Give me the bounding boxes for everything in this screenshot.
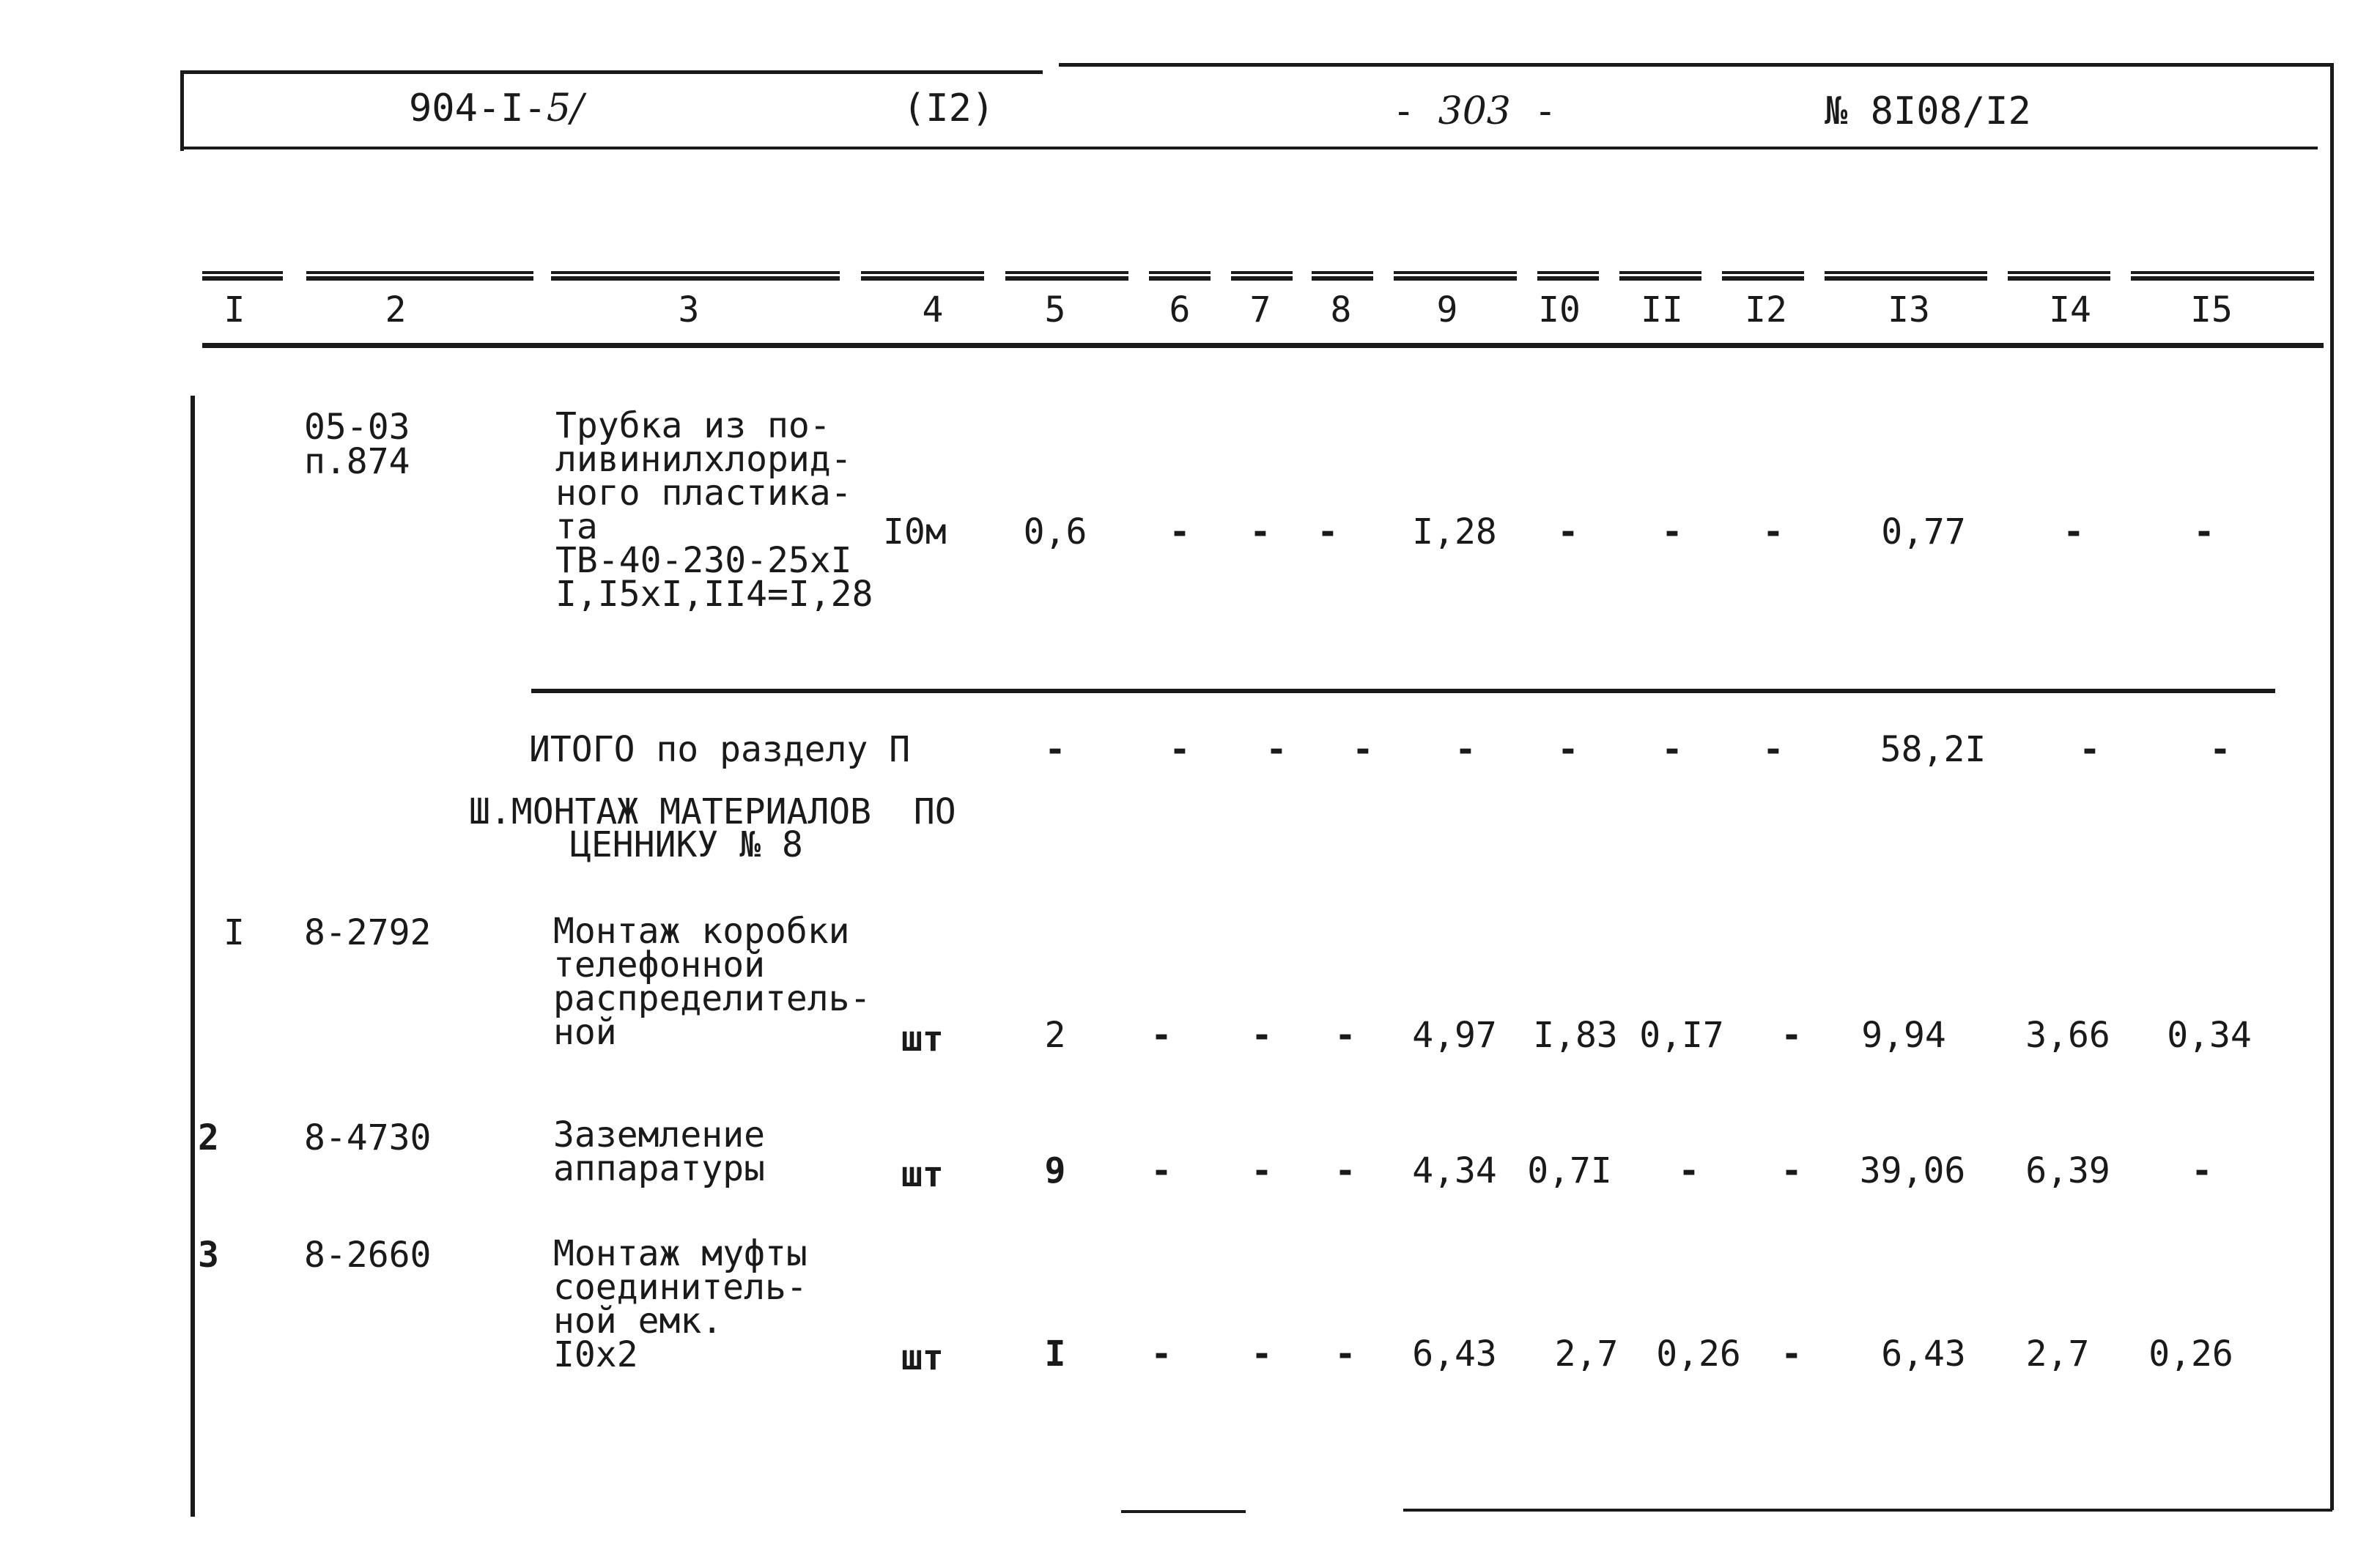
row3-c13: 6,43 bbox=[1881, 1334, 1966, 1375]
frame-top-line-left bbox=[182, 70, 1043, 74]
col-header-6: 6 bbox=[1169, 289, 1191, 330]
col-header-7: 7 bbox=[1249, 289, 1271, 330]
col-rule-7 bbox=[1231, 271, 1293, 276]
col-header-8: 8 bbox=[1330, 289, 1352, 330]
row1-c15: 0,34 bbox=[2167, 1015, 2252, 1056]
col-rule-13 bbox=[1825, 271, 1987, 276]
column-header-bottom-line bbox=[202, 343, 2324, 348]
row1-c8: - bbox=[1334, 1015, 1356, 1056]
row1-c5: 2 bbox=[1044, 1015, 1066, 1056]
row2-c10: 0,7I bbox=[1527, 1150, 1612, 1191]
col-rule-4 bbox=[861, 271, 984, 276]
subtotal-c11: - bbox=[1661, 729, 1683, 770]
col-rule-1 bbox=[202, 271, 283, 276]
row2-num: 2 bbox=[198, 1117, 219, 1158]
subtotal-c8: - bbox=[1352, 729, 1374, 770]
row2-c11: - bbox=[1678, 1150, 1700, 1191]
col-header-12: I2 bbox=[1745, 289, 1787, 330]
col-header-15: I5 bbox=[2190, 289, 2233, 330]
col-header-10: I0 bbox=[1538, 289, 1581, 330]
col-rule-10 bbox=[1537, 271, 1599, 276]
subtotal-c13: 58,2I bbox=[1880, 729, 1987, 770]
row2-c6: - bbox=[1150, 1150, 1172, 1191]
row3-code: 8-2660 bbox=[304, 1235, 432, 1276]
col-rule-11 bbox=[1619, 271, 1701, 276]
tube-c12: - bbox=[1762, 511, 1784, 552]
row1-unit: шт bbox=[901, 1018, 944, 1059]
row2-c13: 39,06 bbox=[1859, 1150, 1966, 1191]
col-header-14: I4 bbox=[2049, 289, 2091, 330]
row2-c8: - bbox=[1334, 1150, 1356, 1191]
frame-right-line bbox=[2330, 63, 2334, 1510]
row3-c10: 2,7 bbox=[1554, 1334, 1619, 1375]
row2-c15: - bbox=[2191, 1150, 2213, 1191]
col-header-1: I bbox=[223, 289, 245, 330]
header-page-dash-left: - bbox=[1392, 89, 1416, 133]
col-header-11: II bbox=[1641, 289, 1683, 330]
row1-c11: 0,I7 bbox=[1639, 1015, 1724, 1056]
tube-c7: - bbox=[1249, 511, 1271, 552]
section3-heading-line2: ЦЕННИКУ № 8 bbox=[570, 824, 803, 865]
row2-code: 8-4730 bbox=[304, 1117, 432, 1158]
frame-bottom-line-a bbox=[1121, 1510, 1246, 1513]
row1-c10: I,83 bbox=[1533, 1015, 1618, 1056]
tube-unit: I0м bbox=[883, 511, 947, 552]
row3-c5: I bbox=[1044, 1334, 1066, 1375]
col-rule-3 bbox=[551, 271, 840, 276]
tube-c13: 0,77 bbox=[1881, 511, 1966, 552]
col-rule-5 bbox=[1005, 271, 1128, 276]
col-rule-6 bbox=[1149, 271, 1211, 276]
header-page-number bbox=[1392, 89, 1557, 133]
header-doc-number: № 8I08/I2 bbox=[1825, 89, 2031, 133]
row3-num: 3 bbox=[198, 1235, 219, 1276]
tube-c14: - bbox=[2063, 511, 2085, 552]
tube-c5: 0,6 bbox=[1023, 511, 1087, 552]
row3-unit: шт bbox=[901, 1337, 944, 1378]
row2-c9: 4,34 bbox=[1412, 1150, 1497, 1191]
header-bottom-line bbox=[182, 147, 2318, 149]
row2-c7: - bbox=[1251, 1150, 1273, 1191]
frame-left-line bbox=[180, 70, 184, 151]
row3-c7: - bbox=[1251, 1334, 1273, 1375]
frame-top-line-right bbox=[1059, 63, 2334, 67]
row1-c6: - bbox=[1150, 1015, 1172, 1056]
subtotal-label: ИТОГО по разделу П bbox=[529, 729, 911, 770]
row1-c14: 3,66 bbox=[2025, 1015, 2110, 1056]
header-part: (I2) bbox=[903, 86, 995, 130]
subtotal-c9: - bbox=[1455, 729, 1477, 770]
row1-num: I bbox=[223, 912, 245, 953]
subtotal-rule bbox=[531, 689, 2275, 693]
subtotal-c12: - bbox=[1762, 729, 1784, 770]
tube-code-line2: п.874 bbox=[304, 441, 410, 482]
tube-c11: - bbox=[1661, 511, 1683, 552]
col-rule-12 bbox=[1722, 271, 1804, 276]
header-code-prefix: 904-I- bbox=[409, 86, 547, 130]
subtotal-c15: - bbox=[2209, 729, 2231, 770]
row1-description: Монтаж коробки телефонной распределитель- ной bbox=[553, 911, 871, 1053]
subtotal-c5: - bbox=[1044, 729, 1066, 770]
row1-c7: - bbox=[1251, 1015, 1273, 1056]
frame-bottom-line-b bbox=[1403, 1509, 2332, 1512]
subtotal-c14: - bbox=[2079, 729, 2101, 770]
col-header-3: 3 bbox=[678, 289, 700, 330]
row3-c6: - bbox=[1150, 1334, 1172, 1375]
header-code bbox=[409, 86, 583, 130]
tube-code-line1: 05-03 bbox=[304, 407, 410, 448]
frame-left-line-lower bbox=[191, 396, 195, 1517]
tube-c9: I,28 bbox=[1412, 511, 1497, 552]
col-header-4: 4 bbox=[922, 289, 944, 330]
col-rule-2 bbox=[306, 271, 533, 276]
col-header-5: 5 bbox=[1044, 289, 1066, 330]
col-header-13: I3 bbox=[1888, 289, 1930, 330]
row2-description: Заземление аппаратуры bbox=[553, 1114, 765, 1189]
col-rule-14 bbox=[2008, 271, 2110, 276]
col-rule-15 bbox=[2131, 271, 2314, 276]
row1-code: 8-2792 bbox=[304, 912, 432, 953]
tube-c15: - bbox=[2193, 511, 2215, 552]
tube-c6: - bbox=[1169, 511, 1191, 552]
col-header-2: 2 bbox=[385, 289, 407, 330]
subtotal-c7: - bbox=[1265, 729, 1287, 770]
row3-c12: - bbox=[1781, 1334, 1803, 1375]
col-rule-9 bbox=[1394, 271, 1517, 276]
header-page-dash-right: - bbox=[1534, 89, 1557, 133]
row2-c14: 6,39 bbox=[2025, 1150, 2110, 1191]
row2-unit: шт bbox=[901, 1154, 944, 1195]
subtotal-c6: - bbox=[1169, 729, 1191, 770]
row2-c5: 9 bbox=[1044, 1150, 1066, 1191]
header-code-suffix: 5/ bbox=[546, 86, 584, 130]
tube-c10: - bbox=[1557, 511, 1579, 552]
section3-heading-line1: Ш.МОНТАЖ МАТЕРИАЛОВ ПО bbox=[469, 791, 956, 832]
tube-c8: - bbox=[1317, 511, 1339, 552]
row1-c12: - bbox=[1781, 1015, 1803, 1056]
row3-c14: 2,7 bbox=[2025, 1334, 2090, 1375]
tube-description: Трубка из по- ливинилхлорид- ного пластика- та ТВ-40-230-25хI I,I5хI,II4=I,28 bbox=[555, 405, 873, 615]
row2-c12: - bbox=[1781, 1150, 1803, 1191]
row3-c9: 6,43 bbox=[1412, 1334, 1497, 1375]
row3-description: Монтаж муфты соединитель- ной емк. I0х2 bbox=[553, 1233, 808, 1375]
row3-c11: 0,26 bbox=[1656, 1334, 1741, 1375]
row3-c15: 0,26 bbox=[2148, 1334, 2233, 1375]
col-rule-8 bbox=[1312, 271, 1373, 276]
row3-c8: - bbox=[1334, 1334, 1356, 1375]
col-header-9: 9 bbox=[1436, 289, 1458, 330]
row1-c13: 9,94 bbox=[1861, 1015, 1946, 1056]
row1-c9: 4,97 bbox=[1412, 1015, 1497, 1056]
subtotal-c10: - bbox=[1557, 729, 1579, 770]
header-page-number-value: 303 bbox=[1438, 89, 1511, 133]
